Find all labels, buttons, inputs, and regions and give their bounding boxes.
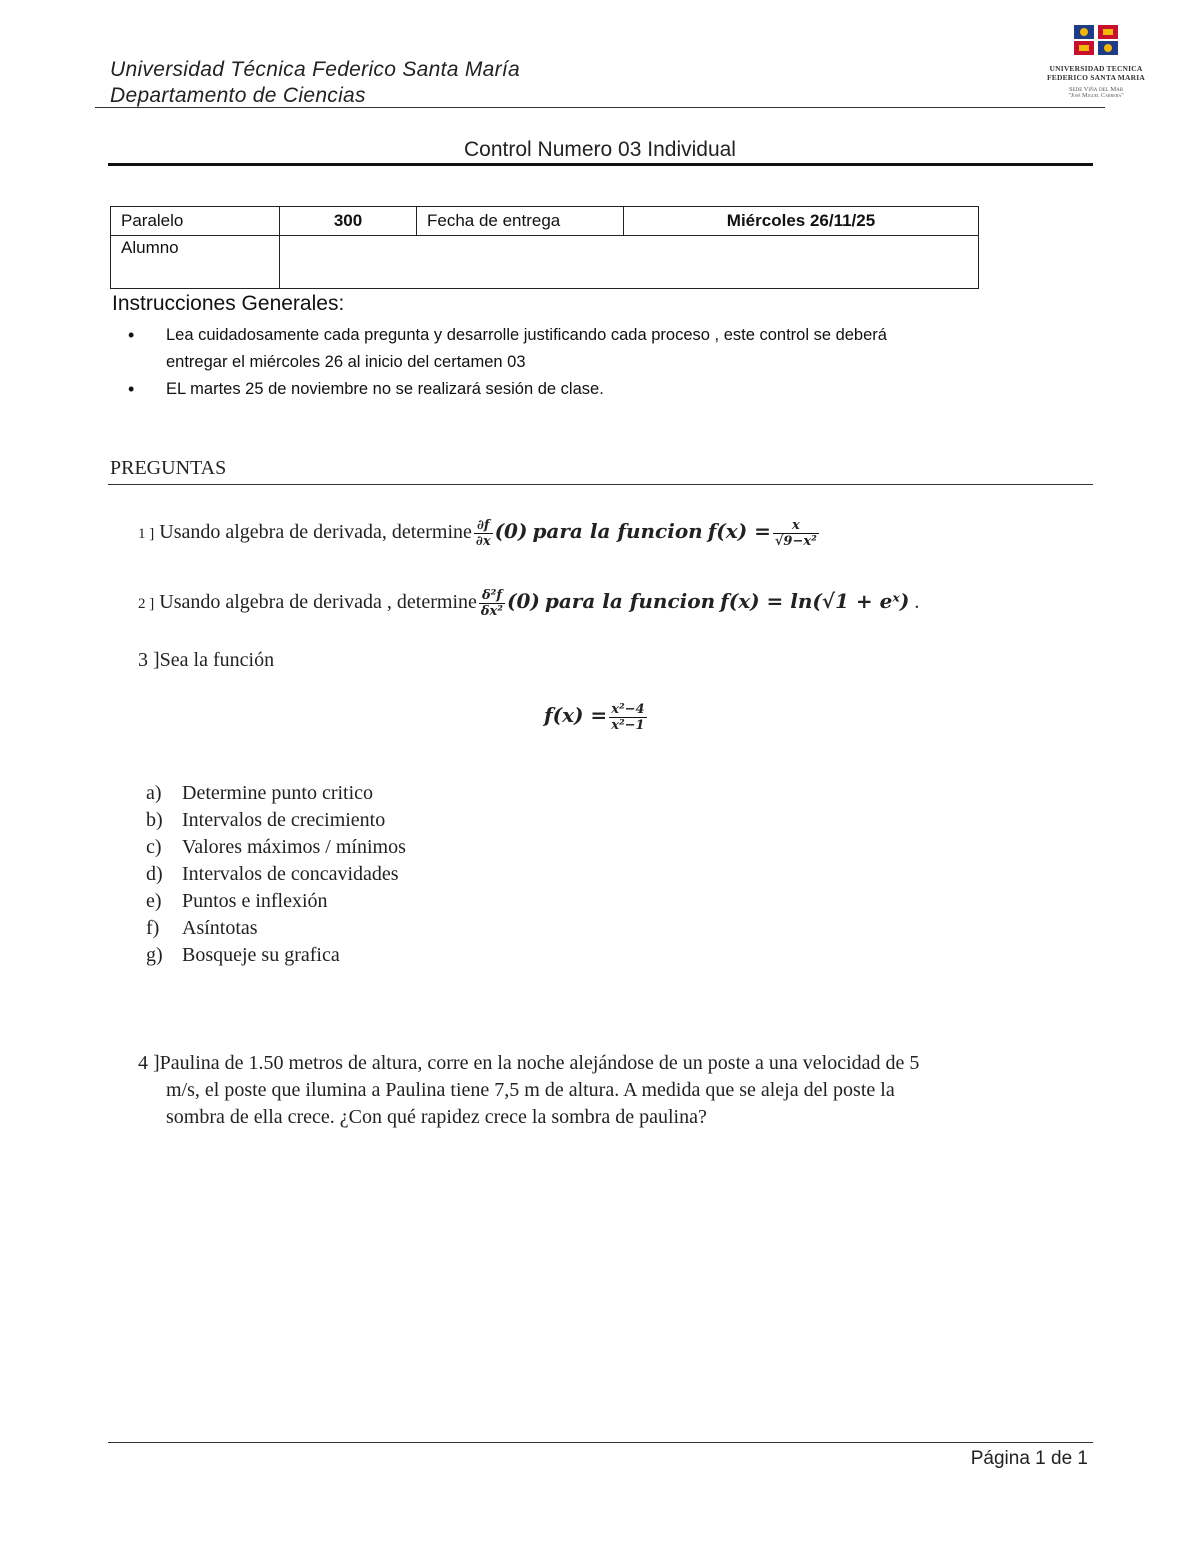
function-lhs: f(x) = [707,519,771,544]
instructions-list [128,322,1048,403]
page-number: Página 1 de 1 [970,1448,1088,1469]
part-text: Intervalos de concavidades [182,863,399,885]
question-text: Usando algebra de derivada, determine [159,521,472,544]
question-3-intro: 3 ]Sea la función [138,649,275,671]
instruction-text: Lea cuidadosamente cada pregunta y desarrolle justificando cada proceso , este control se deberá [166,326,887,344]
table-row [111,236,979,289]
instruction-text: EL martes 25 de noviembre no se realizará sesión de clase. [166,380,604,398]
alumno-label: Alumno [111,236,280,289]
part-text: Puntos e inflexión [182,890,328,912]
fraction-denominator: δx² [480,604,504,619]
question-4 [138,1050,1078,1131]
fraction-numerator: x [773,518,819,534]
department-name: Departamento de Ciencias [110,84,366,107]
list-item [140,942,406,969]
footer-divider [108,1442,1093,1443]
part-label: c) [146,836,162,858]
part-text: Valores máximos / mínimos [182,836,406,858]
university-crest-icon [1073,24,1119,58]
table-row [111,207,979,236]
question-mid-text: para la funcion [544,589,716,614]
derivative-fraction [474,518,493,549]
paralelo-value: 300 [280,207,417,236]
question-4-line1: 4 ]Paulina de 1.50 metros de altura, corre en la noche alejándose de un poste a una velocidad de 5 [138,1052,920,1074]
function-lhs: f(x) = [544,703,608,728]
question-4-line2: m/s, el poste que ilumina a Paulina tiene 7,5 m de altura. A medida que se aleja del poste la [166,1079,895,1101]
fraction-numerator: δ²f [479,588,505,604]
part-label: d) [146,863,163,885]
part-text: Asíntotas [182,917,258,939]
list-item [128,376,1048,403]
evaluation-point: (0) [507,589,540,614]
title-divider [108,163,1093,166]
list-item [140,861,406,888]
list-item [140,834,406,861]
fraction-numerator: ∂f [474,518,493,534]
question-mid-text: para la funcion [532,519,703,544]
list-item [140,915,406,942]
part-text: Intervalos de crecimiento [182,809,386,831]
list-item [140,807,406,834]
fecha-label: Fecha de entrega [417,207,624,236]
question-1 [138,518,821,549]
function-expression: f(x) = ln(√1 + eˣ) [720,589,910,614]
question-number: 2 ] [138,596,155,613]
bullet-icon: • [128,379,135,399]
list-item [140,888,406,915]
question-end: . [914,591,920,614]
instructions-title: Instrucciones Generales: [112,292,345,315]
logo-text-line3: Sede Viña del Mar [1068,86,1124,93]
function-fraction [609,702,646,733]
fraction-denominator: √9−x² [774,534,817,549]
paralelo-label: Paralelo [111,207,280,236]
question-3-parts [140,780,406,969]
fecha-value: Miércoles 26/11/25 [624,207,979,236]
fraction-denominator: ∂x [475,534,491,549]
question-2 [138,588,919,619]
part-label: g) [146,944,163,966]
section-title: PREGUNTAS [110,457,227,479]
list-item [128,322,1048,376]
student-info-table [110,206,979,289]
logo-text-line4: "José Miguel Carrera" [1068,93,1124,99]
fraction-numerator: x²−4 [611,702,645,717]
part-label: f) [146,917,160,939]
question-4-line3: sombra de ella crece. ¿Con qué rapidez crece la sombra de paulina? [166,1106,707,1128]
bullet-icon: • [128,325,135,345]
university-logo [1040,24,1152,104]
part-label: e) [146,890,162,912]
fraction-denominator: x²−1 [611,718,645,733]
part-text: Determine punto critico [182,782,374,804]
part-text: Bosqueje su grafica [182,944,340,966]
logo-text-line1: UNIVERSIDAD TECNICA [1049,64,1143,73]
question-number: 1 ] [138,526,155,543]
question-3-function [544,702,649,733]
logo-text-line2: FEDERICO SANTA MARIA [1046,73,1146,82]
section-divider [108,484,1093,485]
derivative-fraction [479,588,505,619]
instruction-text: entregar el miércoles 26 al inicio del certamen 03 [166,353,526,371]
alumno-field[interactable] [280,236,979,289]
header-divider [95,107,1105,108]
list-item [140,780,406,807]
function-fraction [773,518,819,549]
question-text: Usando algebra de derivada , determine [159,591,477,614]
part-label: a) [146,782,162,804]
part-label: b) [146,809,163,831]
document-title: Control Numero 03 Individual [464,138,736,161]
evaluation-point: (0) [494,519,528,544]
university-name: Universidad Técnica Federico Santa María [110,58,521,81]
